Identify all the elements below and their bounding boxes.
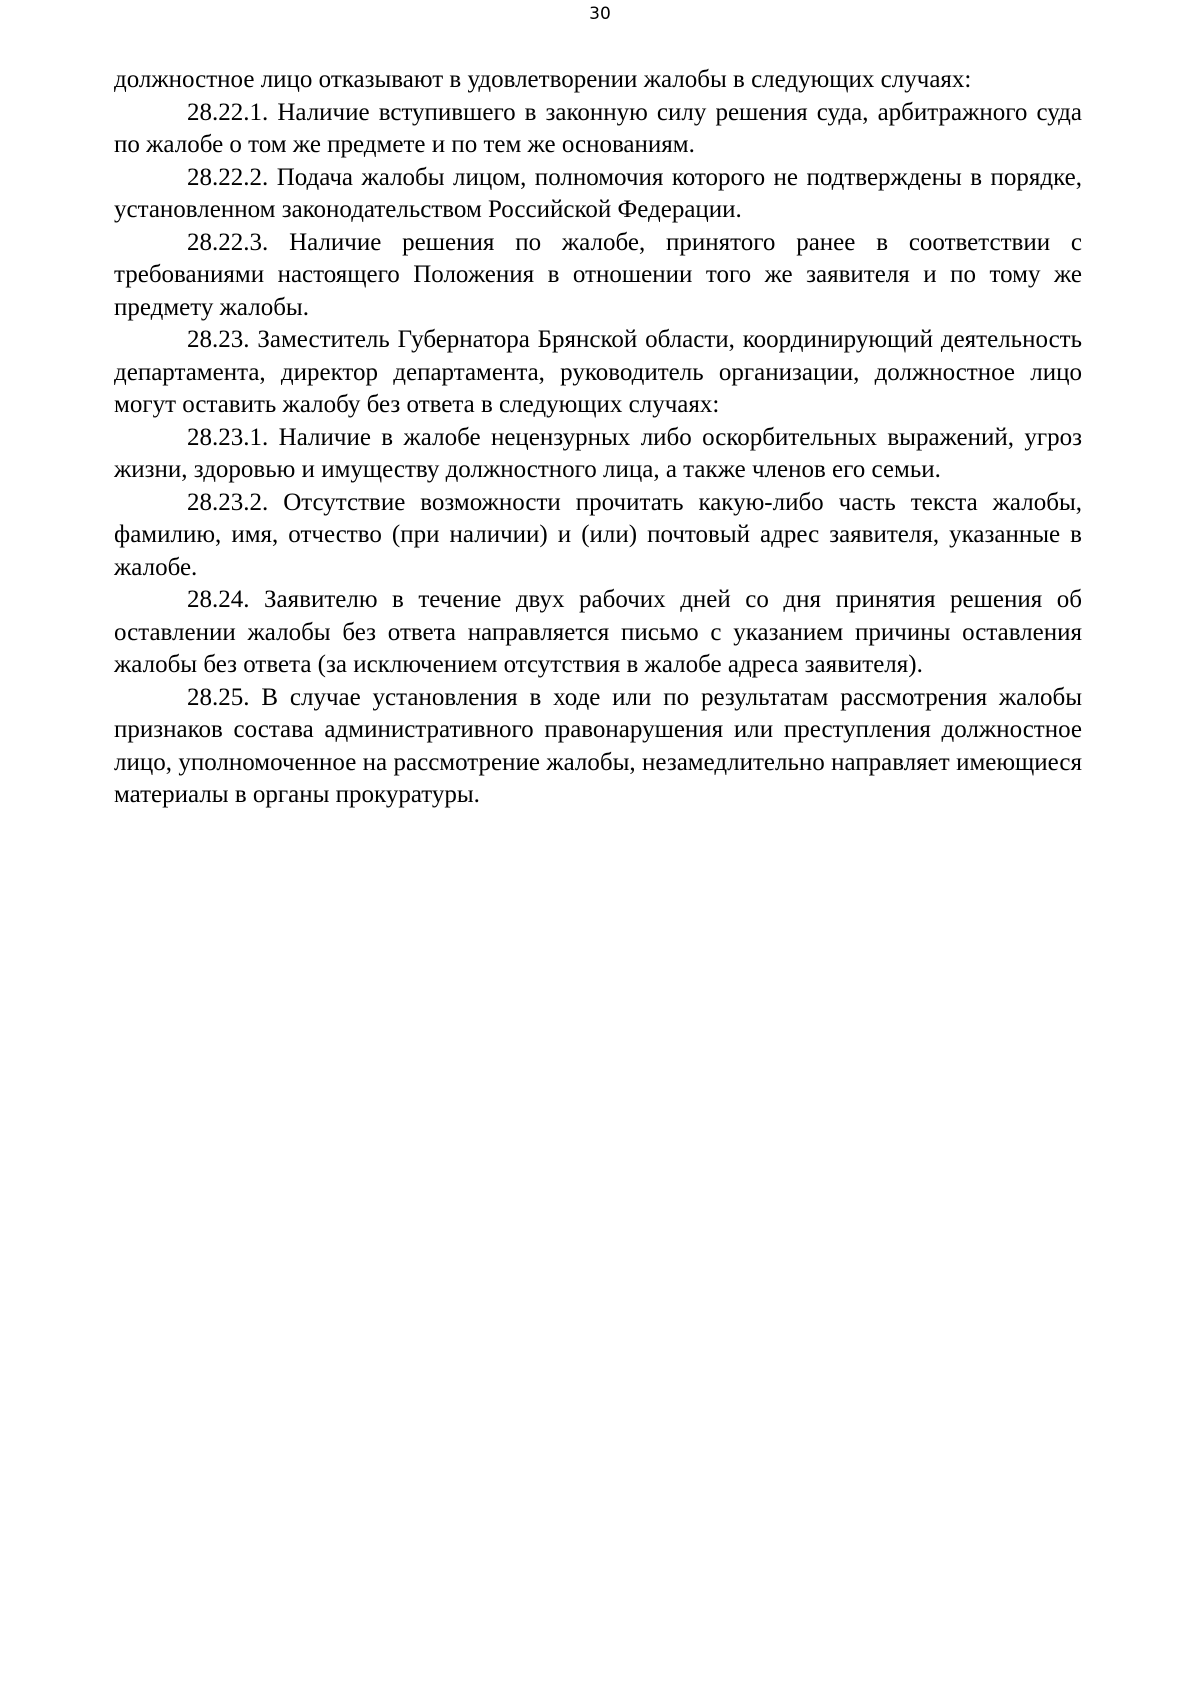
paragraph-28-22-3: 28.22.3. Наличие решения по жалобе, принятого ранее в соответствии с требованиями настоящего Положения в отношении того же заявителя и по тому же предмету жалобы.	[114, 228, 1082, 321]
paragraph-28-23: 28.23. Заместитель Губернатора Брянской области, координирующий деятельность департамента, директор департамента, руководитель организации, должностное лицо могут оставить жалобу без ответа в следующих случаях:	[114, 326, 1082, 418]
paragraph-28-23-1: 28.23.1. Наличие в жалобе нецензурных либо оскорбительных выражений, угроз жизни, здоровью и имуществу должностного лица, а также членов его семьи.	[114, 423, 1082, 483]
paragraph-28-22-1: 28.22.1. Наличие вступившего в законную силу решения суда, арбитражного суда по жалобе о том же предмете и по тем же основаниям.	[114, 98, 1082, 158]
document-body	[114, 64, 1082, 812]
paragraph-28-23-2: 28.23.2. Отсутствие возможности прочитать какую-либо часть текста жалобы, фамилию, имя, отчество (при наличии) и (или) почтовый адрес заявителя, указанные в жалобе.	[114, 488, 1082, 581]
paragraph-28-24: 28.24. Заявителю в течение двух рабочих дней со дня принятия решения об оставлении жалобы без ответа направляется письмо с указанием причины оставления жалобы без ответа (за исключением отсутствия в жалобе адреса заявителя).	[114, 586, 1082, 678]
page-number: 30	[589, 4, 611, 24]
paragraph-continuation: должностное лицо отказывают в удовлетворении жалобы в следующих случаях:	[114, 66, 972, 93]
paragraph-28-22-2: 28.22.2. Подача жалобы лицом, полномочия которого не подтверждены в порядке, установленном законодательством Российской Федерации.	[114, 163, 1082, 223]
paragraph-28-25: 28.25. В случае установления в ходе или по результатам рассмотрения жалобы признаков состава административного правонарушения или преступления должностное лицо, уполномоченное на рассмотрение жалобы, незамедлительно направляет имеющиеся материалы в органы прокуратуры.	[114, 683, 1082, 808]
